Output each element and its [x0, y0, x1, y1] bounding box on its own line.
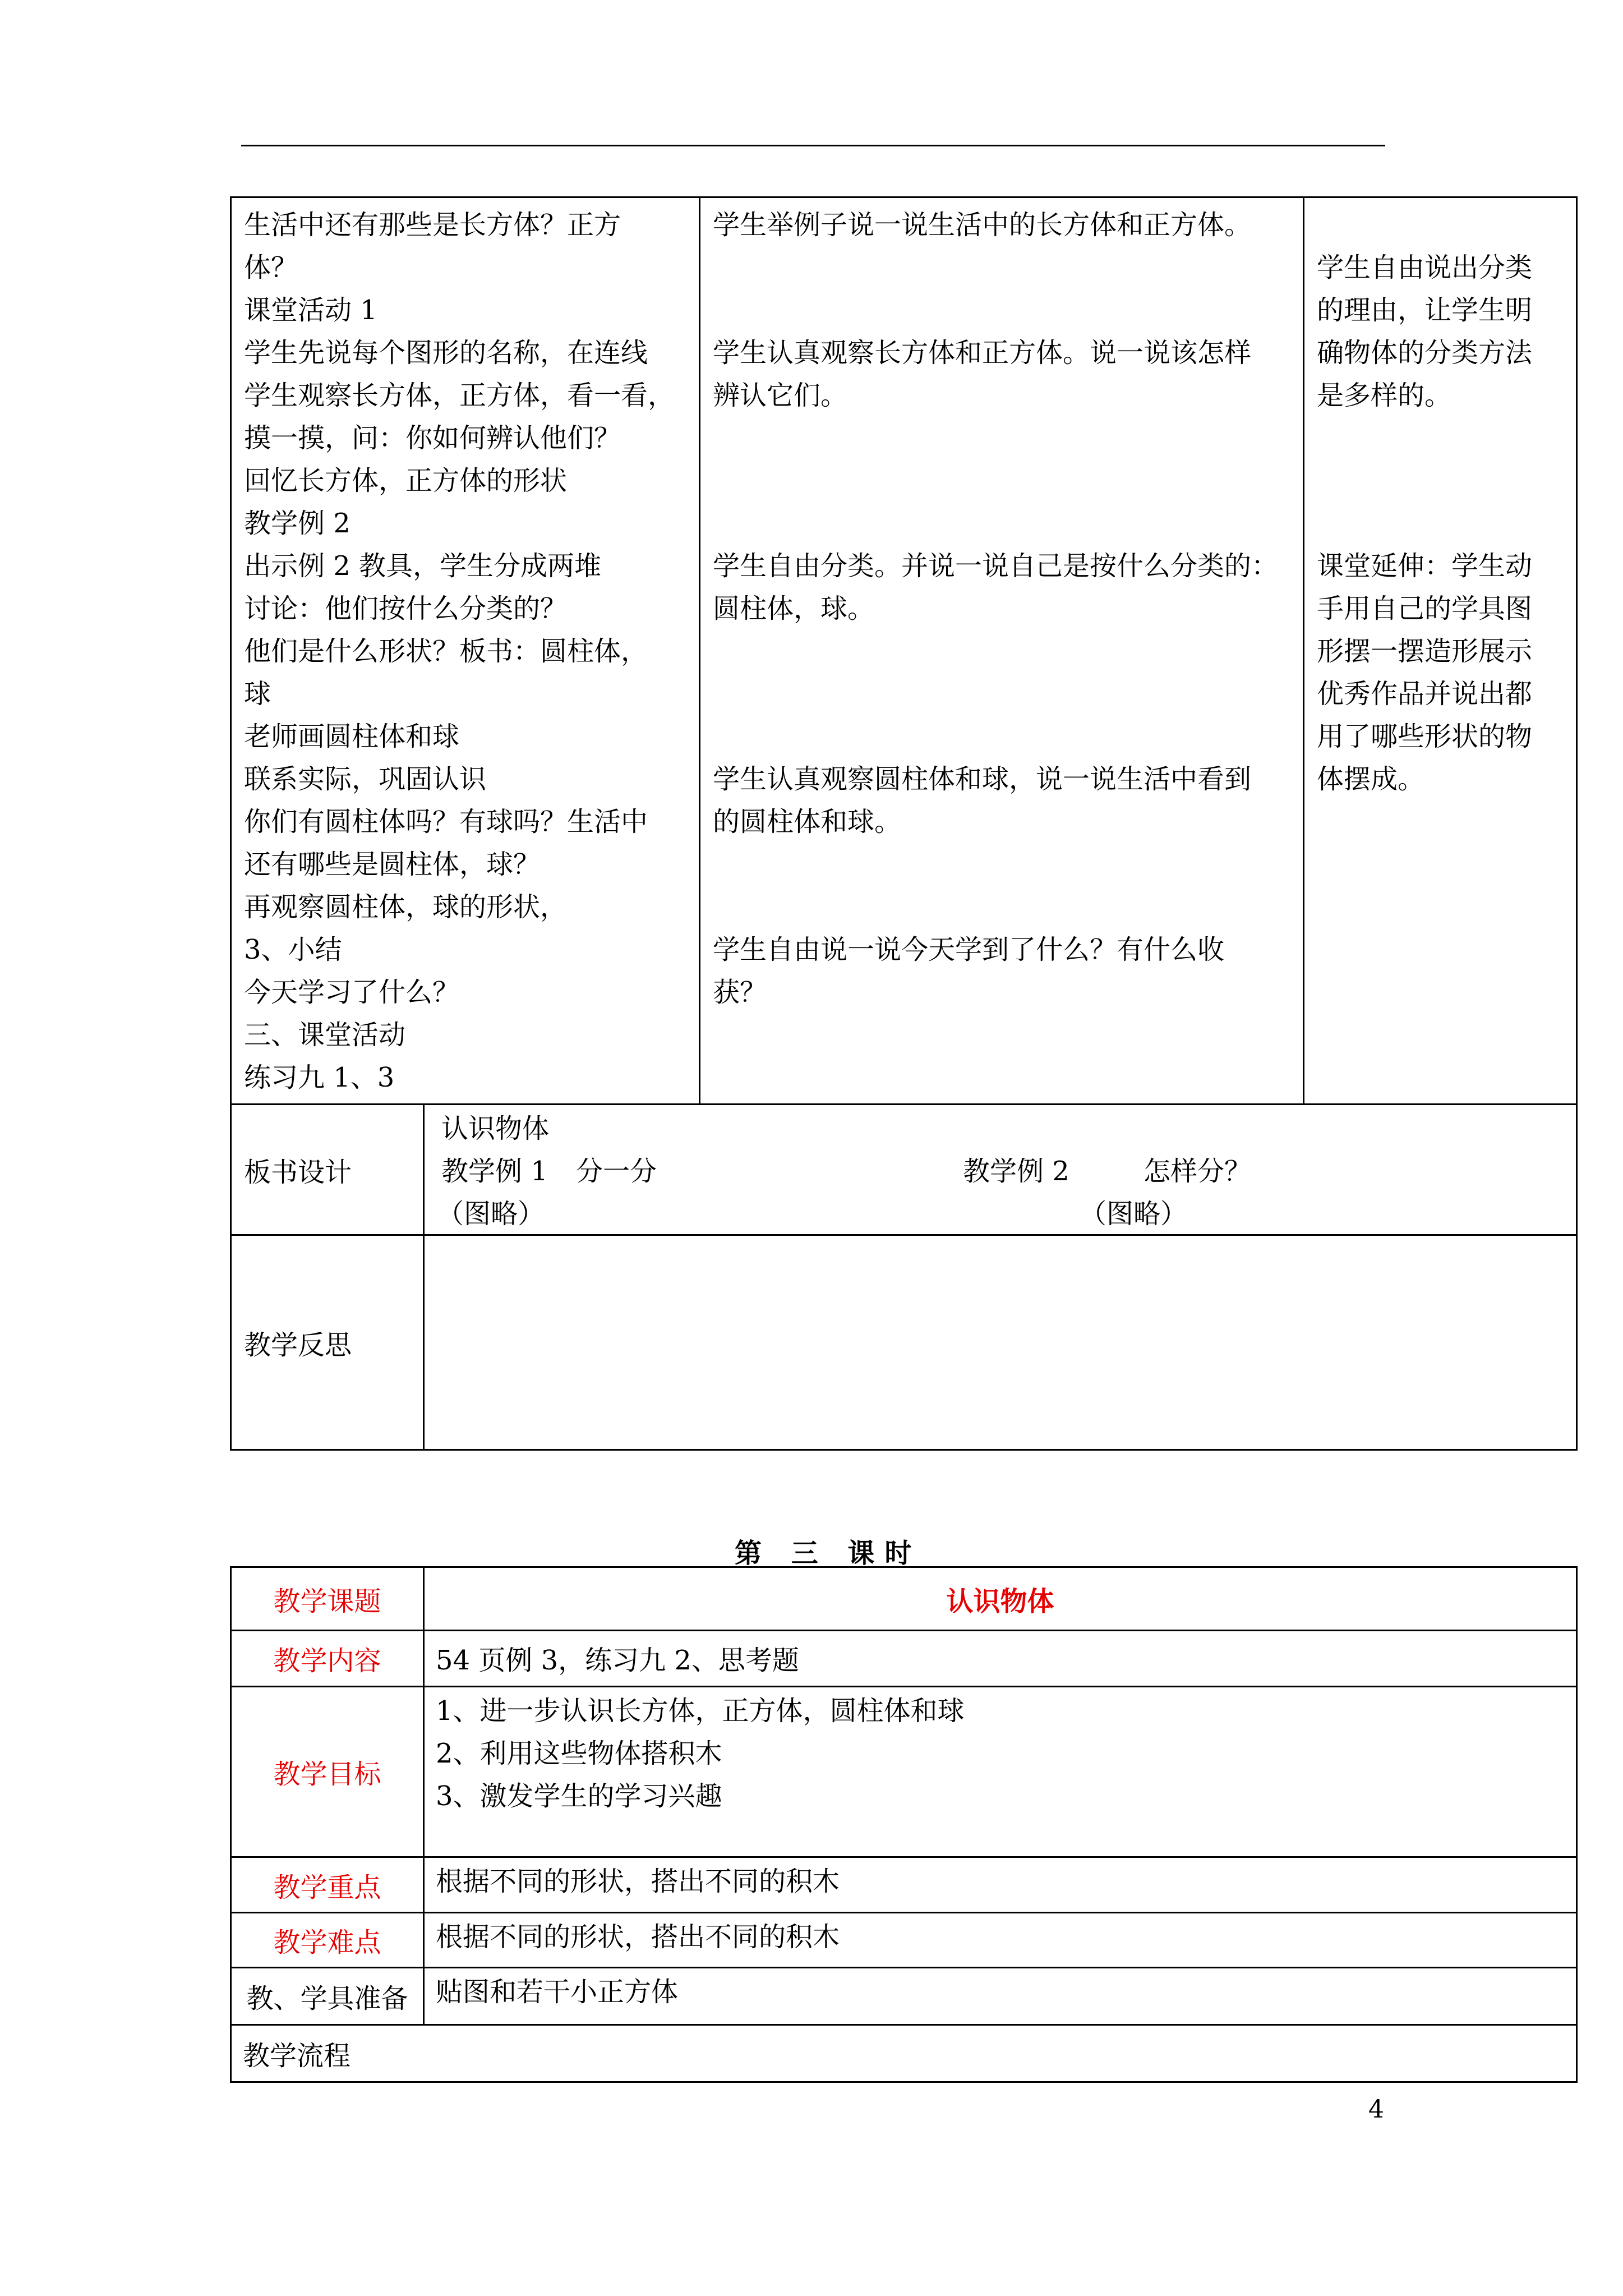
- goal-item: 1、进一步认识长方体，正方体，圆柱体和球: [436, 1695, 965, 1727]
- intent-line: [1317, 204, 1564, 246]
- difficulty-row: [231, 1913, 1577, 1968]
- student-line: 的圆柱体和球。: [713, 806, 902, 838]
- content-row: [231, 1631, 1577, 1687]
- key-point-value: 根据不同的形状，搭出不同的积木: [436, 1866, 840, 1897]
- student-line: [713, 886, 1290, 928]
- student-line: 学生认真观察圆柱体和球，说一说生活中看到: [713, 763, 1252, 795]
- student-line: 学生自由说一说今天学到了什么？有什么收: [713, 934, 1225, 965]
- key-point-row: [231, 1857, 1577, 1913]
- teacher-line: 生活中还有那些是长方体？正方: [244, 209, 621, 241]
- intent-line: 确物体的分类方法: [1317, 337, 1533, 369]
- goals-label: 教学目标: [231, 1687, 424, 1857]
- topic-value: 认识物体: [424, 1567, 1577, 1631]
- student-line: [713, 502, 1290, 545]
- board-example-1-sub: 分一分: [576, 1156, 657, 1187]
- teacher-line: 体？: [244, 252, 298, 283]
- intent-line: 用了哪些形状的物: [1317, 721, 1533, 752]
- teacher-line: 出示例 2 教具，学生分成两堆: [244, 550, 602, 582]
- board-title: 认识物体: [441, 1113, 550, 1144]
- teacher-line: 老师画圆柱体和球: [244, 721, 460, 752]
- intent-line: 课堂延伸：学生动: [1317, 550, 1533, 582]
- intent-line: 的理由，让学生明: [1317, 295, 1533, 326]
- student-line: [713, 459, 1290, 502]
- topic-label: 教学课题: [231, 1567, 424, 1631]
- intent-line: 是多样的。: [1317, 380, 1452, 411]
- teacher-line: 回忆长方体，正方体的形状: [244, 465, 568, 496]
- board-example-1-figure: （图略）: [437, 1198, 545, 1230]
- flow-row: [231, 2025, 1577, 2082]
- student-line: 学生举例子说一说生活中的长方体和正方体。: [713, 209, 1252, 241]
- intent-line: 形摆一摆造形展示: [1317, 636, 1533, 667]
- prep-row: [231, 1968, 1577, 2025]
- student-line: [713, 246, 1290, 289]
- difficulty-cell: [424, 1913, 1577, 1968]
- difficulty-label: 教学难点: [231, 1913, 424, 1968]
- page-number: 4: [1368, 2095, 1384, 2124]
- board-example-2: 教学例 2: [963, 1156, 1069, 1187]
- process-row: [231, 197, 1577, 1105]
- teacher-line: 今天学习了什么？: [244, 977, 460, 1008]
- student-line: [713, 417, 1290, 459]
- content-label: 教学内容: [231, 1631, 424, 1687]
- student-line: 圆柱体，球。: [713, 593, 875, 624]
- goal-item: 3、激发学生的学习兴趣: [436, 1780, 722, 1812]
- prep-label: 教、学具准备: [231, 1968, 424, 2025]
- teacher-line: 课堂活动 1: [244, 295, 377, 326]
- reflection-row: [231, 1235, 1577, 1450]
- student-line: 获？: [713, 977, 767, 1008]
- teacher-line: 学生观察长方体，正方体，看一看，: [244, 380, 675, 411]
- intent-line: 手用自己的学具图: [1317, 593, 1533, 624]
- teacher-line: 你们有圆柱体吗？有球吗？生活中: [244, 806, 648, 838]
- teacher-activity-cell: [231, 197, 700, 1105]
- goals-row: [231, 1687, 1577, 1857]
- student-line: [713, 673, 1290, 715]
- teacher-line: 教学例 2: [244, 508, 351, 539]
- prep-value: 贴图和若干小正方体: [436, 1976, 679, 2008]
- student-activity-cell: [700, 197, 1304, 1105]
- reflection-content: [424, 1235, 1577, 1450]
- board-design-content: [424, 1105, 1577, 1235]
- intent-line: [1317, 417, 1564, 459]
- teacher-line: 学生先说每个图形的名称，在连线: [244, 337, 648, 369]
- header-rule: [241, 145, 1385, 146]
- board-design-label: 板书设计: [231, 1105, 424, 1235]
- lesson-title: 第 三 课时: [735, 1538, 922, 1569]
- intent-line: [1317, 502, 1564, 545]
- intent-line: [1317, 459, 1564, 502]
- teacher-line: 讨论：他们按什么分类的？: [244, 593, 568, 624]
- teacher-line: 联系实际，巩固认识: [244, 763, 487, 795]
- teacher-line: 三、课堂活动: [244, 1019, 406, 1051]
- teacher-line: 3、小结: [244, 934, 342, 965]
- board-example-2-figure: （图略）: [1080, 1198, 1188, 1230]
- student-line: 学生认真观察长方体和正方体。说一说该怎样: [713, 337, 1252, 369]
- intent-line: 体摆成。: [1317, 763, 1425, 795]
- teacher-line: 球: [244, 678, 271, 710]
- goals-cell: [424, 1687, 1577, 1857]
- topic-row: [231, 1567, 1577, 1631]
- key-point-cell: [424, 1857, 1577, 1913]
- board-example-2-sub: 怎样分？: [1144, 1156, 1252, 1187]
- goal-item: 2、利用这些物体搭积木: [436, 1738, 722, 1769]
- teacher-line: 再观察圆柱体，球的形状，: [244, 891, 568, 923]
- teacher-line: 练习九 1、3: [244, 1062, 395, 1093]
- intent-line: 优秀作品并说出都: [1317, 678, 1533, 710]
- content-cell: [424, 1631, 1577, 1687]
- intent-line: 学生自由说出分类: [1317, 252, 1533, 283]
- lesson-info-table: [230, 1566, 1578, 2083]
- board-example-1: 教学例 1: [441, 1156, 548, 1187]
- content-value: 54 页例 3，练习九 2、思考题: [436, 1645, 799, 1676]
- student-line: [713, 843, 1290, 886]
- teacher-line: 还有哪些是圆柱体，球？: [244, 849, 541, 880]
- teacher-line: 摸一摸，问：你如何辨认他们？: [244, 422, 621, 454]
- flow-label: 教学流程: [231, 2025, 1577, 2082]
- student-line: 辨认它们。: [713, 380, 848, 411]
- student-line: [713, 630, 1290, 673]
- student-line: [713, 289, 1290, 332]
- key-point-label: 教学重点: [231, 1857, 424, 1913]
- board-design-row: [231, 1105, 1577, 1235]
- reflection-label: 教学反思: [231, 1235, 424, 1450]
- prep-cell: [424, 1968, 1577, 2025]
- student-line: 学生自由分类。并说一说自己是按什么分类的：: [713, 550, 1279, 582]
- teaching-process-table: [230, 196, 1578, 1451]
- teacher-line: 他们是什么形状？板书：圆柱体，: [244, 636, 648, 667]
- difficulty-value: 根据不同的形状，搭出不同的积木: [436, 1921, 840, 1953]
- student-line: [713, 715, 1290, 758]
- design-intent-cell: [1304, 197, 1577, 1105]
